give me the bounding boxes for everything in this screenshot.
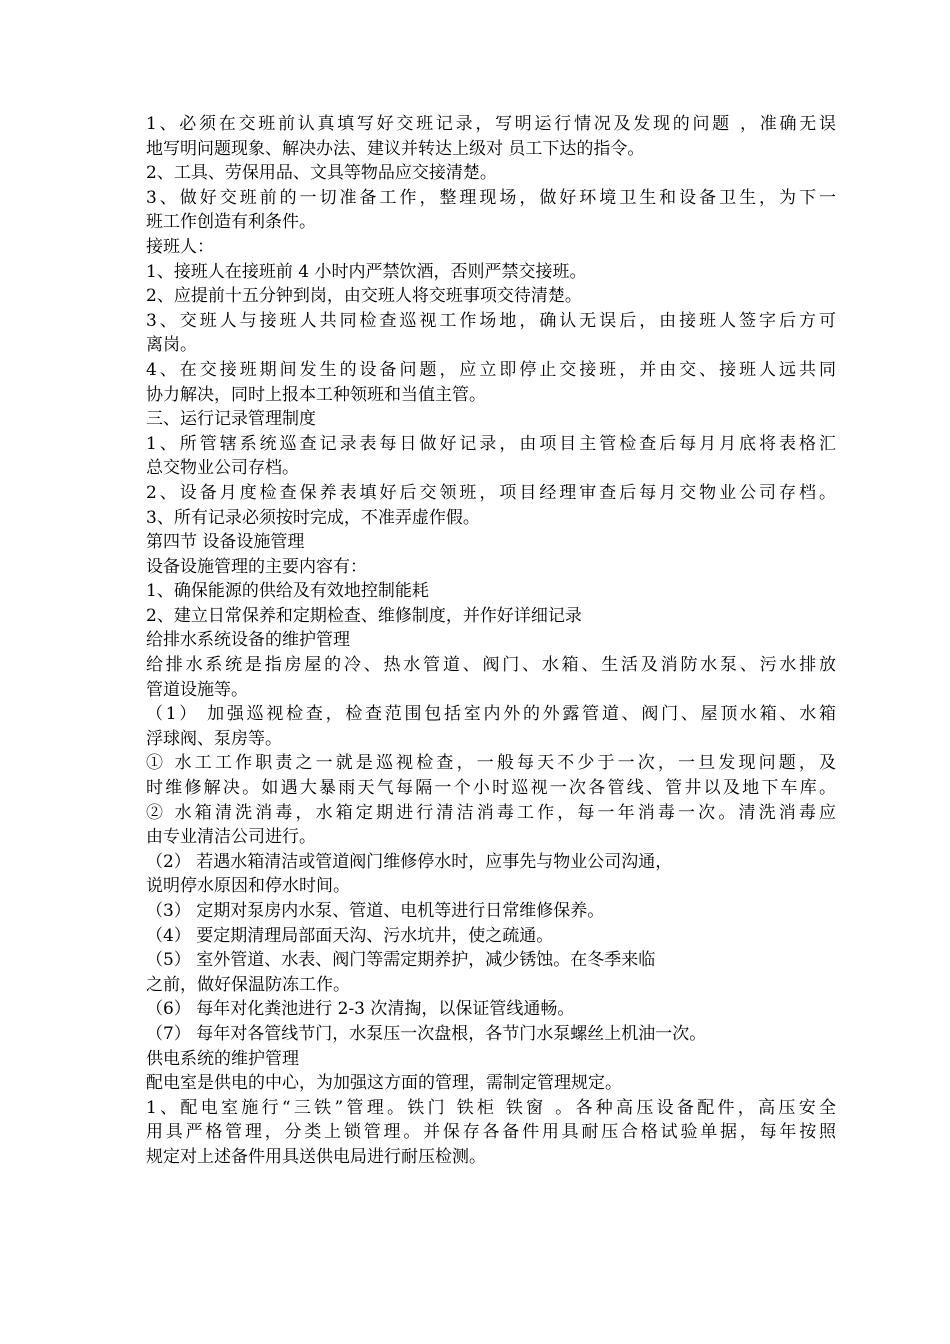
text-line: 班工作创造有利条件。: [146, 212, 316, 233]
text-line: 说明停水原因和停水时间。: [146, 876, 350, 897]
text-line: 总交物业公司存档。: [146, 458, 299, 479]
text-line: 1、配电室施行“三铁”管理。铁门 铁柜 铁窗 。各种高压设备配件，高压安全: [146, 1097, 836, 1118]
text-line: （1） 加强巡视检查，检查范围包括室内外的外露管道、阀门、屋顶水箱、水箱: [146, 704, 836, 725]
text-line: 供电系统的维护管理: [146, 1048, 299, 1069]
text-line: 给排水系统设备的维护管理: [146, 630, 350, 651]
text-line: 1、必须在交班前认真填写好交班记录，写明运行情况及发现的问题 ，准确无误: [146, 114, 836, 134]
text-line: 之前，做好保温防冻工作。: [146, 974, 350, 995]
text-line: 设备设施管理的主要内容有：: [146, 556, 367, 577]
text-line: 2、工具、劳保用品、文具等物品应交接清楚。: [146, 163, 497, 184]
text-line: 协力解决，同时上报本工种领班和当值主管。: [146, 384, 486, 405]
text-line: 1、确保能源的供给及有效地控制能耗: [146, 581, 429, 602]
text-line: 配电室是供电的中心，为加强这方面的管理，需制定管理规定。: [146, 1073, 622, 1094]
text-line: 2、建立日常保养和定期检查、维修制度，并作好详细记录: [146, 605, 582, 626]
text-line: ① 水工工作职责之一就是巡视检查，一般每天不少于一次，一旦发现问题，及: [146, 753, 836, 774]
text-line: 3、所有记录必须按时完成，不准弄虚作假。: [146, 507, 480, 528]
text-line: 规定对上述备件用具送供电局进行耐压检测。: [146, 1146, 486, 1167]
text-line: 浮球阀、泵房等。: [146, 728, 282, 749]
text-line: 3、交班人与接班人共同检查巡视工作场地，确认无误后，由接班人签字后方可: [146, 310, 836, 331]
text-line: 时维修解决。如遇大暴雨天气每隔一个小时巡视一次各管线、管井以及地下车库。: [146, 778, 836, 799]
text-line: 三、运行记录管理制度: [146, 409, 316, 430]
text-line: （3） 定期对泵房内水泵、管道、电机等进行日常维修保养。: [146, 901, 605, 921]
text-line: （7） 每年对各管线节门，水泵压一次盘根，各节门水泵螺丝上机油一次。: [146, 1023, 707, 1044]
text-line: 第四节 设备设施管理: [146, 532, 305, 553]
text-line: 离岗。: [146, 335, 197, 356]
text-line: 给排水系统是指房屋的冷、热水管道、阀门、水箱、生活及消防水泵、污水排放: [146, 655, 836, 676]
text-line: 由专业清洁公司进行。: [146, 827, 316, 848]
text-line: （2） 若遇水箱清洁或管道阀门维修停水时，应事先与物业公司沟通，: [146, 851, 673, 872]
text-line: （5） 室外管道、水表、阀门等需定期养护，减少锈蚀。在冬季来临: [146, 950, 656, 971]
text-line: 3、做好交班前的一切准备工作，整理现场，做好环境卫生和设备卫生，为下一: [146, 187, 836, 208]
text-line: 4、在交接班期间发生的设备问题，应立即停止交接班，并由交、接班人远共同: [146, 359, 836, 380]
text-line: 地写明问题现象、解决办法、建议并转达上级对 员工下达的指令。: [146, 138, 645, 159]
text-line: 1、接班人在接班前 4 小时内严禁饮酒，否则严禁交接班。: [146, 261, 587, 282]
text-line: 2、设备月度检查保养表填好后交领班，项目经理审查后每月交物业公司存档。: [146, 482, 836, 503]
text-line: 管道设施等。: [146, 679, 248, 700]
text-line: ② 水箱清洗消毒，水箱定期进行清洁消毒工作，每一年消毒一次。清洗消毒应: [146, 802, 836, 823]
text-line: 接班人：: [146, 236, 214, 257]
text-line: （6） 每年对化粪池进行 2-3 次清掏，以保证管线通畅。: [146, 999, 575, 1020]
text-line: 2、应提前十五分钟到岗，由交班人将交班事项交待清楚。: [146, 286, 582, 307]
document-page: [146, 112, 836, 1170]
text-line: （4） 要定期清理局部面天沟、污水坑井，使之疏通。: [146, 925, 554, 946]
text-line: 1、所管辖系统巡查记录表每日做好记录，由项目主管检查后每月月底将表格汇: [146, 433, 836, 454]
text-line: 用具严格管理，分类上锁管理。并保存各备件用具耐压合格试验单据，每年按照: [146, 1122, 836, 1143]
